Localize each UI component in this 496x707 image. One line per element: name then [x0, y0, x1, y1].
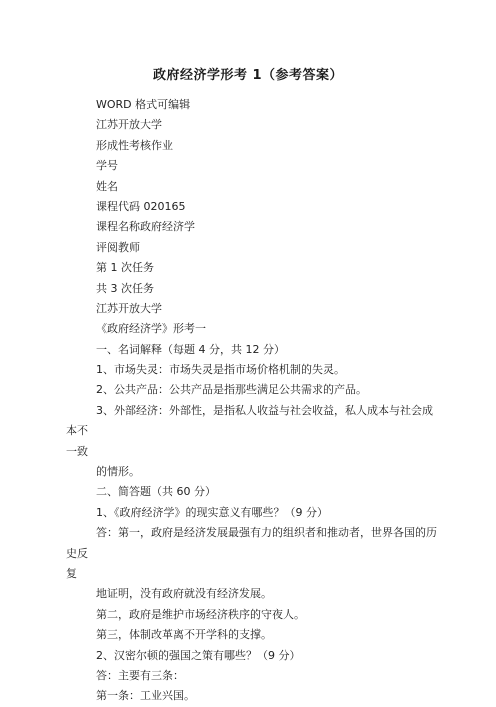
- text-line-wrapped: [66, 401, 438, 462]
- text-line: 二、简答题（共 60 分）: [96, 485, 216, 499]
- text-line: 答：主要有三条：: [96, 669, 184, 683]
- text-line-part: 3、外部经济：外部性，是指私人收益与社会收益，私人成本与社会成本不: [66, 403, 433, 438]
- text-line: 江苏开放大学: [96, 118, 162, 132]
- text-line-continuation: 一致: [66, 444, 88, 458]
- text-line: 课程名称政府经济学: [96, 220, 195, 234]
- text-line: 评阅教师: [96, 240, 140, 254]
- text-line: 课程代码 020165: [96, 199, 186, 213]
- text-line: 地证明，没有政府就没有经济发展。: [96, 587, 272, 601]
- text-line: 第一条：工业兴国。: [96, 689, 195, 703]
- text-line: WORD 格式可编辑: [96, 98, 191, 111]
- text-line: 江苏开放大学: [96, 301, 162, 315]
- text-line: 姓名: [96, 179, 118, 193]
- text-line: 2、汉密尔顿的强国之策有哪些？（9 分）: [96, 648, 301, 662]
- text-line: 一、名词解释（每题 4 分，共 12 分）: [96, 342, 285, 356]
- text-line: 的情形。: [96, 465, 140, 479]
- text-line: 第三，体制改革离不开学科的支撑。: [96, 628, 272, 642]
- text-line: 形成性考核作业: [96, 138, 173, 152]
- text-line: 1、《政府经济学》的现实意义有哪些？（9 分）: [96, 505, 328, 519]
- text-line: 1、市场失灵：市场失灵是指市场价格机制的失灵。: [96, 363, 345, 377]
- text-line: 第二，政府是维护市场经济秩序的守夜人。: [96, 607, 305, 621]
- text-line: 《政府经济学》形考一: [96, 322, 206, 336]
- text-line: 第 1 次任务: [96, 261, 154, 275]
- text-line-part: 答：第一，政府是经济发展最强有力的组织者和推动者，世界各国的历史反: [66, 526, 437, 560]
- text-line-wrapped: [66, 523, 438, 584]
- text-line: 学号: [96, 159, 118, 173]
- text-line: 共 3 次任务: [96, 281, 154, 295]
- text-line-continuation: 复: [66, 567, 77, 581]
- document-title: 政府经济学形考 1（参考答案）: [152, 68, 344, 83]
- text-line: 2、公共产品：公共产品是指那些满足公共需求的产品。: [96, 383, 367, 397]
- document-body: [66, 95, 438, 707]
